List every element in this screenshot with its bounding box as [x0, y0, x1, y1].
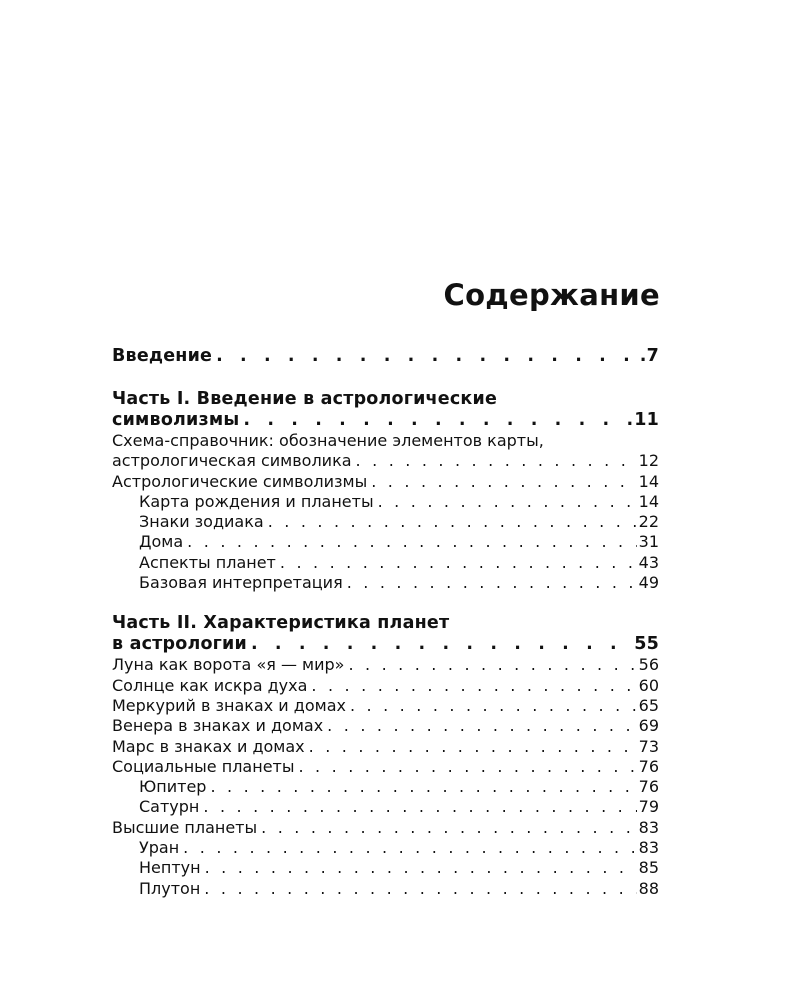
dot-leader — [309, 737, 637, 757]
dot-leader — [183, 838, 636, 858]
dot-leader — [243, 410, 632, 431]
dot-leader — [348, 655, 636, 675]
toc-entry-label: Венера в знаках и домах — [112, 716, 324, 736]
toc-entry[interactable] — [112, 797, 659, 817]
toc-entry[interactable] — [112, 716, 659, 736]
toc-entry-label: Плутон — [139, 878, 201, 898]
toc-entry-label: Солнце как искра духа — [112, 675, 308, 695]
toc-entry-label: Введение — [112, 346, 213, 366]
toc-entry-label: Астрологические символизмы — [112, 471, 368, 491]
toc-entry-page: 12 — [638, 451, 659, 471]
table-of-contents — [112, 346, 659, 899]
toc-entry-page: 76 — [638, 756, 659, 776]
toc-entry-page: 73 — [638, 736, 659, 756]
toc-entry[interactable] — [112, 838, 659, 858]
toc-entry-page: 14 — [638, 491, 659, 511]
toc-entry-intro[interactable] — [112, 346, 659, 367]
toc-entry-label: Меркурий в знаках и домах — [112, 695, 346, 715]
toc-entry-label: Высшие планеты — [112, 817, 258, 837]
toc-entry-part1[interactable] — [112, 410, 659, 431]
toc-entry[interactable] — [112, 818, 659, 838]
toc-entry-label: Уран — [139, 838, 180, 858]
toc-entry-page: .7 — [639, 346, 659, 366]
toc-entry[interactable] — [112, 696, 659, 716]
toc-entry[interactable] — [112, 573, 659, 593]
toc-entry[interactable] — [112, 492, 659, 512]
toc-entry[interactable] — [112, 512, 659, 532]
dot-leader — [268, 512, 637, 532]
toc-entry-page: 11 — [634, 410, 659, 430]
toc-entry-page: 85 — [638, 858, 659, 878]
toc-entry-label: астрологическая символика — [112, 451, 352, 471]
toc-entry-page: 76 — [638, 777, 659, 797]
dot-leader — [210, 777, 636, 797]
toc-entry[interactable] — [112, 757, 659, 777]
dot-leader — [280, 553, 637, 573]
toc-entry[interactable] — [112, 676, 659, 696]
toc-entry-label: Базовая интерпретация — [139, 573, 343, 593]
toc-entry[interactable] — [112, 532, 659, 552]
toc-entry-part2[interactable] — [112, 634, 659, 655]
toc-entry-label: Знаки зодиака — [139, 512, 264, 532]
dot-leader — [327, 716, 636, 736]
toc-entry-page: 56 — [638, 655, 659, 675]
dot-leader — [378, 492, 637, 512]
page-title: Содержание — [443, 278, 660, 312]
toc-entry-page: 83 — [638, 817, 659, 837]
toc-entry[interactable] — [112, 737, 659, 757]
toc-entry-label: Юпитер — [139, 777, 207, 797]
toc-entry-label: символизмы — [112, 410, 240, 430]
dot-leader — [347, 573, 637, 593]
toc-entry-page: 14 — [638, 471, 659, 491]
toc-part2-heading-line1[interactable]: Часть II. Характеристика планет — [112, 613, 450, 634]
toc-entry[interactable] — [112, 655, 659, 675]
dot-leader — [216, 346, 638, 367]
toc-entry-label: Карта рождения и планеты — [139, 491, 374, 511]
toc-entry-label: Социальные планеты — [112, 756, 295, 776]
toc-entry-label: Аспекты планет — [139, 552, 276, 572]
toc-entry[interactable] — [112, 858, 659, 878]
toc-entry-page: 43 — [638, 552, 659, 572]
toc-entry-page: 60 — [638, 675, 659, 695]
toc-entry[interactable] — [112, 472, 659, 492]
toc-entry-page: 49 — [638, 573, 659, 593]
toc-entry-page: 22 — [638, 512, 659, 532]
dot-leader — [298, 757, 636, 777]
toc-entry[interactable] — [112, 553, 659, 573]
toc-entry[interactable] — [112, 451, 659, 471]
dot-leader — [371, 472, 636, 492]
toc-entry-label: Луна как ворота «я — мир» — [112, 655, 345, 675]
dot-leader — [205, 858, 637, 878]
dot-leader — [187, 532, 636, 552]
toc-entry-page: 65 — [638, 695, 659, 715]
dot-leader — [356, 451, 637, 471]
toc-entry-label: Дома — [139, 532, 184, 552]
toc-entry-label: Сатурн — [139, 797, 200, 817]
toc-entry-page: 69 — [638, 716, 659, 736]
toc-entry-line1[interactable]: Схема-справочник: обозначение элементов карты, — [112, 431, 544, 450]
toc-entry-label: в астрологии — [112, 634, 247, 655]
toc-entry-page: 55 — [634, 634, 659, 655]
toc-entry-label: Нептун — [139, 858, 201, 878]
toc-entry-page: 83 — [638, 838, 659, 858]
toc-part1-heading-line1[interactable]: Часть I. Введение в астрологические — [112, 389, 498, 409]
dot-leader — [251, 634, 632, 655]
dot-leader — [311, 676, 636, 696]
toc-entry-page: 79 — [638, 797, 659, 817]
toc-entry[interactable] — [112, 879, 659, 899]
toc-entry-label: Марс в знаках и домах — [112, 736, 305, 756]
toc-entry-page: 31 — [638, 532, 659, 552]
dot-leader — [203, 797, 636, 817]
dot-leader — [204, 879, 636, 899]
dot-leader — [261, 818, 637, 838]
dot-leader — [350, 696, 637, 716]
toc-entry[interactable] — [112, 777, 659, 797]
toc-entry-page: 88 — [638, 878, 659, 898]
